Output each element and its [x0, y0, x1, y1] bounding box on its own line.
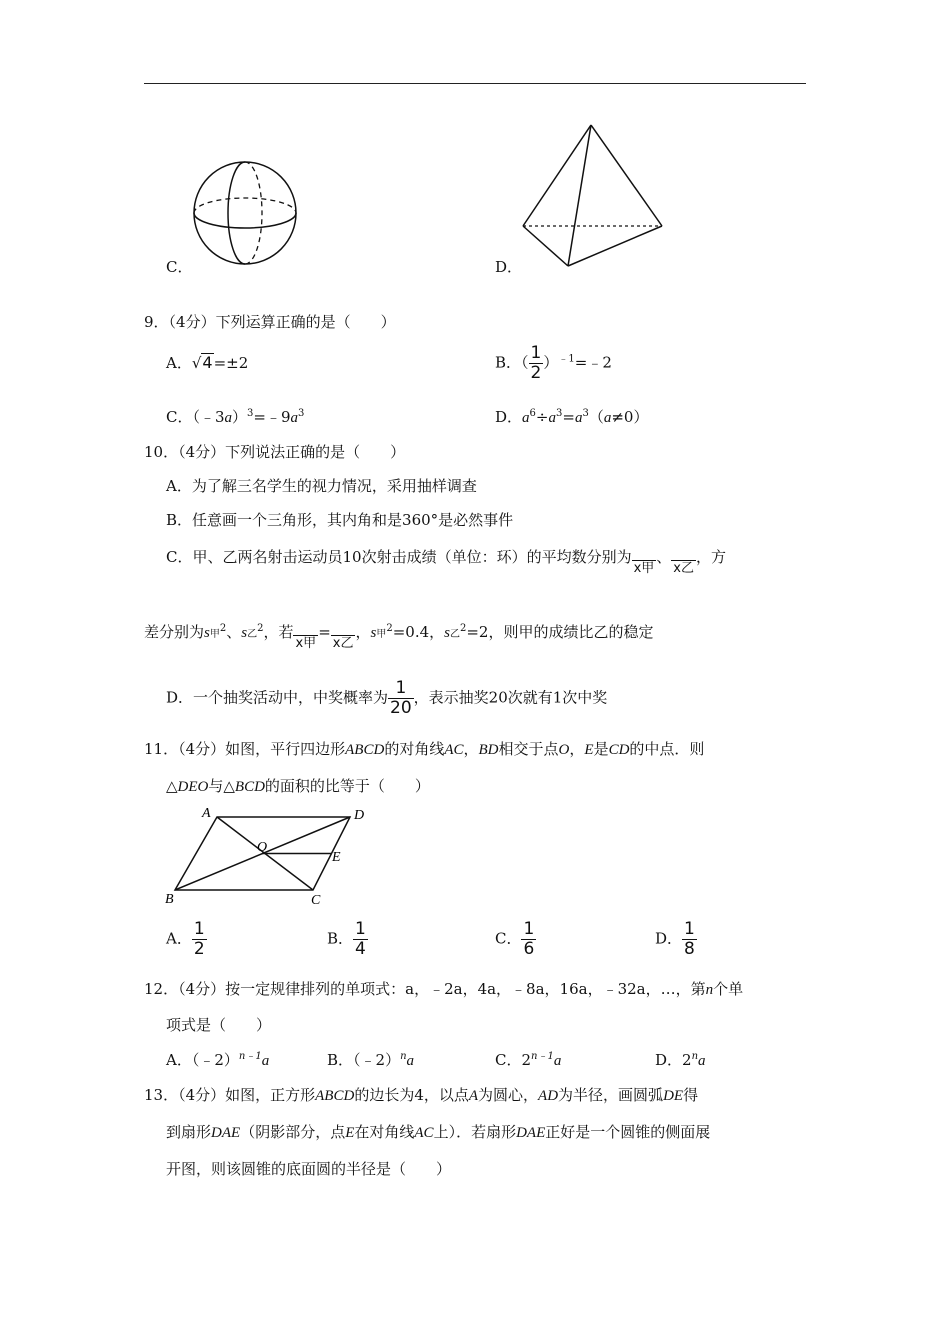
q11-text: 的对角线: [384, 740, 445, 758]
q12-number: 12．: [144, 980, 179, 998]
q10-option-c-line1: [166, 546, 726, 577]
q9-number: 9．: [144, 313, 169, 331]
var-a: a: [261, 1053, 270, 1069]
comma: ，: [463, 740, 479, 758]
q11-text: 相交于点: [498, 740, 559, 758]
q13-text: 在对角线: [354, 1123, 415, 1141]
q9-option-b: [495, 344, 612, 383]
subscript-yi: 乙: [449, 629, 460, 640]
var-s: s: [204, 625, 210, 641]
q9-c-eq: =﹣9: [253, 408, 291, 426]
var-s: s: [444, 625, 450, 641]
fraction-denominator: 6: [523, 939, 535, 959]
var-a: a: [698, 1053, 706, 1069]
x-bar-jia: x甲: [295, 636, 317, 651]
var-e: E: [345, 1125, 355, 1141]
var-e: E: [584, 742, 594, 758]
q13-number: 13．: [144, 1086, 179, 1104]
q9-option-a: [166, 352, 248, 373]
q9-b-rest: =﹣2: [574, 353, 612, 372]
triangle-symbol: △: [166, 777, 178, 795]
q9-text: （4分）下列运算正确的是（ ）: [168, 313, 396, 331]
option-base: （﹣2）: [353, 1051, 401, 1069]
option-exponent: n﹣1: [238, 1051, 262, 1062]
q9-stem: [144, 311, 396, 332]
q13-text: 的边长为4，以点: [354, 1086, 469, 1104]
equals-sign: =: [318, 623, 331, 641]
q11-text: 的面积的比等于（ ）: [264, 777, 430, 795]
subscript-jia: 甲: [209, 629, 220, 640]
q13-line2: [166, 1121, 710, 1142]
q9-c-label: C．: [166, 408, 193, 426]
q9-d-cond-open: （: [588, 408, 604, 426]
q13-text: 上）．若扇形: [433, 1123, 517, 1141]
q13-line3: 开图，则该圆锥的底面圆的半径是（ ）: [166, 1160, 452, 1178]
var-s: s: [241, 625, 248, 641]
option-exponent: n﹣1: [531, 1051, 554, 1062]
var-s: s: [370, 625, 377, 641]
squared: 2: [219, 623, 227, 634]
q10-c-text: C．甲、乙两名射击运动员10次射击成绩（单位：环）的平均数分别为: [166, 548, 632, 566]
fraction-denominator: 4: [355, 939, 366, 959]
q10-c2-pre: 差分别为: [144, 623, 205, 641]
sphere-figure: [190, 158, 302, 270]
option-base: 2: [682, 1051, 692, 1069]
parallelogram-figure: [160, 800, 375, 912]
q9-b-fraction: [529, 344, 544, 383]
q8-option-d-label: D．: [495, 258, 523, 276]
q9-d-label: D．: [495, 408, 523, 426]
q9-c-close: ）: [232, 408, 248, 426]
fraction-numerator: 1: [523, 919, 535, 939]
x-bar-yi: x乙: [673, 561, 694, 576]
var-bd: BD: [478, 742, 499, 758]
q9-d-e3: 3: [582, 408, 589, 419]
option-label: D．: [655, 929, 683, 948]
var-a: a: [290, 410, 299, 426]
option-exponent: n: [691, 1051, 699, 1062]
var-a-point: A: [468, 1088, 479, 1104]
fraction-denominator: 2: [530, 363, 542, 383]
q13-text: 正好是一个圆锥的侧面展: [545, 1123, 711, 1141]
q9-a-label: A．: [166, 354, 192, 372]
q9-a-radicand: 4: [202, 353, 213, 372]
label-o: O: [257, 840, 268, 855]
subscript-yi: 乙: [247, 629, 258, 640]
label-e: E: [332, 850, 341, 865]
q10-option-a: A．为了解三名学生的视力情况，采用抽样调查: [166, 477, 477, 495]
q10-text: （4分）下列说法正确的是（ ）: [178, 443, 406, 461]
q11-stem-line1: [144, 738, 704, 759]
q12-option-b: [327, 1049, 414, 1070]
q9-d-e2: 3: [555, 408, 563, 419]
option-label: B．: [327, 1051, 354, 1069]
var-a: a: [224, 410, 233, 426]
squared: 2: [386, 623, 393, 634]
q11-number: 11．: [144, 740, 179, 758]
q9-option-c: [166, 406, 304, 427]
q11-option-c: [495, 920, 536, 959]
q9-b-close: ）: [543, 353, 559, 372]
label-a: A: [202, 806, 211, 821]
header-rule: [144, 83, 806, 84]
tetrahedron-figure: [520, 122, 665, 270]
q9-c-exp: 3: [247, 408, 254, 419]
q13-text: （阴影部分，点: [240, 1123, 346, 1141]
x-bar-jia: x甲: [633, 561, 655, 576]
squared: 2: [459, 623, 467, 634]
q11-text: 与△: [208, 777, 235, 795]
var-deo: DEO: [177, 779, 209, 795]
option-base: 2: [521, 1051, 532, 1069]
var-ac: AC: [414, 1125, 434, 1141]
q10-option-b: B．任意画一个三角形，其内角和是360°是必然事件: [166, 511, 514, 529]
q10-c-tail: ，方: [696, 548, 727, 566]
q13-text: 为半径，画圆弧: [558, 1086, 664, 1104]
var-cd: CD: [608, 742, 630, 758]
option-label: B．: [327, 929, 354, 948]
var-a: a: [522, 410, 530, 426]
q9-d-e1: 6: [529, 408, 536, 419]
option-fraction: [192, 920, 207, 959]
option-label: C．: [495, 929, 522, 948]
var-abcd: ABCD: [315, 1088, 355, 1104]
var-o: O: [558, 742, 570, 758]
option-label: D．: [655, 1051, 683, 1069]
q10-c2-ruo: ，若: [263, 623, 294, 641]
separator: 、: [656, 548, 672, 566]
option-label: A．: [166, 929, 192, 948]
var-ad: AD: [538, 1088, 559, 1104]
q10-d-post: ，表示抽奖20次就有1次中奖: [413, 688, 608, 707]
q12-stem-line2: 项式是（ ）: [166, 1016, 272, 1034]
var-a: a: [406, 1053, 415, 1069]
sqrt-symbol: √4: [191, 353, 213, 372]
q11-option-d: [655, 920, 697, 959]
q8-option-c-label: C．: [166, 258, 193, 276]
var-dae: DAE: [211, 1125, 241, 1141]
q9-c-pre: （﹣3: [192, 408, 225, 426]
var-de: DE: [663, 1088, 684, 1104]
q9-option-d: [495, 406, 648, 427]
option-label: C．: [495, 1051, 522, 1069]
q13-text: 得: [683, 1086, 699, 1104]
divide-sign: ÷: [535, 408, 549, 426]
q9-a-rest: =±2: [213, 354, 249, 372]
option-exponent: n: [400, 1051, 407, 1062]
label-c: C: [311, 893, 321, 908]
q10-d-fraction: [388, 679, 414, 718]
q9-b-open: （: [521, 353, 529, 372]
q11-option-b: [327, 920, 368, 959]
q10-stem: [144, 441, 405, 462]
q11-text: 是: [593, 740, 609, 758]
fraction-denominator: 8: [684, 939, 695, 959]
subscript-jia: 甲: [376, 629, 387, 640]
fraction-numerator: 1: [684, 919, 695, 939]
fraction-numerator: 1: [388, 679, 414, 699]
q9-c-exp2: 3: [298, 408, 305, 419]
var-a: a: [603, 410, 612, 426]
q10-c2-v1: =0.4，: [392, 623, 445, 641]
q12-sequence: a，﹣2a，4a，﹣8a，16a，﹣32a，…，第: [405, 980, 706, 998]
q9-d-cond-rest: ≠0）: [611, 408, 649, 426]
q12-text: （4分）按一定规律排列的单项式：: [178, 980, 406, 998]
label-d: D: [354, 808, 365, 823]
q10-option-c-line2: [144, 621, 653, 652]
option-fraction: [682, 920, 697, 959]
q13-line1: [144, 1084, 698, 1105]
separator: 、: [226, 623, 242, 641]
q13-text: 为圆心，: [478, 1086, 539, 1104]
q12-stem-line1: [144, 978, 743, 999]
q12-option-c: [495, 1049, 561, 1070]
label-b: B: [165, 892, 174, 907]
q10-number: 10．: [144, 443, 179, 461]
option-base: （﹣2）: [191, 1051, 239, 1069]
x-bar-yi: x乙: [332, 636, 354, 651]
q10-c2-v2: =2，则甲的成绩比乙的稳定: [466, 623, 654, 641]
q11-text: （4分）如图，平行四边形: [178, 740, 346, 758]
var-ac: AC: [444, 742, 464, 758]
option-fraction: [353, 920, 368, 959]
option-fraction: [521, 920, 536, 959]
squared: 2: [257, 623, 264, 634]
fraction-numerator: 1: [530, 343, 542, 363]
q9-b-exponent: ﹣1: [558, 353, 575, 365]
equals-sign: =: [562, 408, 575, 426]
var-bcd: BCD: [234, 779, 265, 795]
fraction-denominator: 20: [390, 698, 412, 718]
q12-option-a: [166, 1049, 269, 1070]
var-abcd: ABCD: [345, 742, 385, 758]
fraction-denominator: 2: [193, 939, 205, 959]
q11-stem-line2: [166, 775, 430, 796]
q11-option-a: [166, 920, 207, 959]
q13-text: 到扇形: [166, 1123, 212, 1141]
comma: ，: [569, 740, 585, 758]
var-dae: DAE: [516, 1125, 546, 1141]
var-a: a: [548, 410, 556, 426]
q12-option-d: [655, 1049, 706, 1070]
option-label: A．: [166, 1051, 192, 1069]
q12-text: 个单: [713, 980, 744, 998]
comma: ，: [355, 623, 371, 641]
var-a: a: [553, 1053, 562, 1069]
var-a: a: [574, 410, 583, 426]
q10-d-pre: D．一个抽奖活动中，中奖概率为: [166, 688, 389, 707]
var-n: n: [705, 982, 714, 998]
q11-text: 的中点．则: [629, 740, 705, 758]
q10-option-d: [166, 679, 607, 718]
fraction-numerator: 1: [193, 919, 205, 939]
q9-b-label: B．: [495, 353, 522, 372]
q13-text: （4分）如图，正方形: [178, 1086, 316, 1104]
fraction-numerator: 1: [355, 919, 366, 939]
